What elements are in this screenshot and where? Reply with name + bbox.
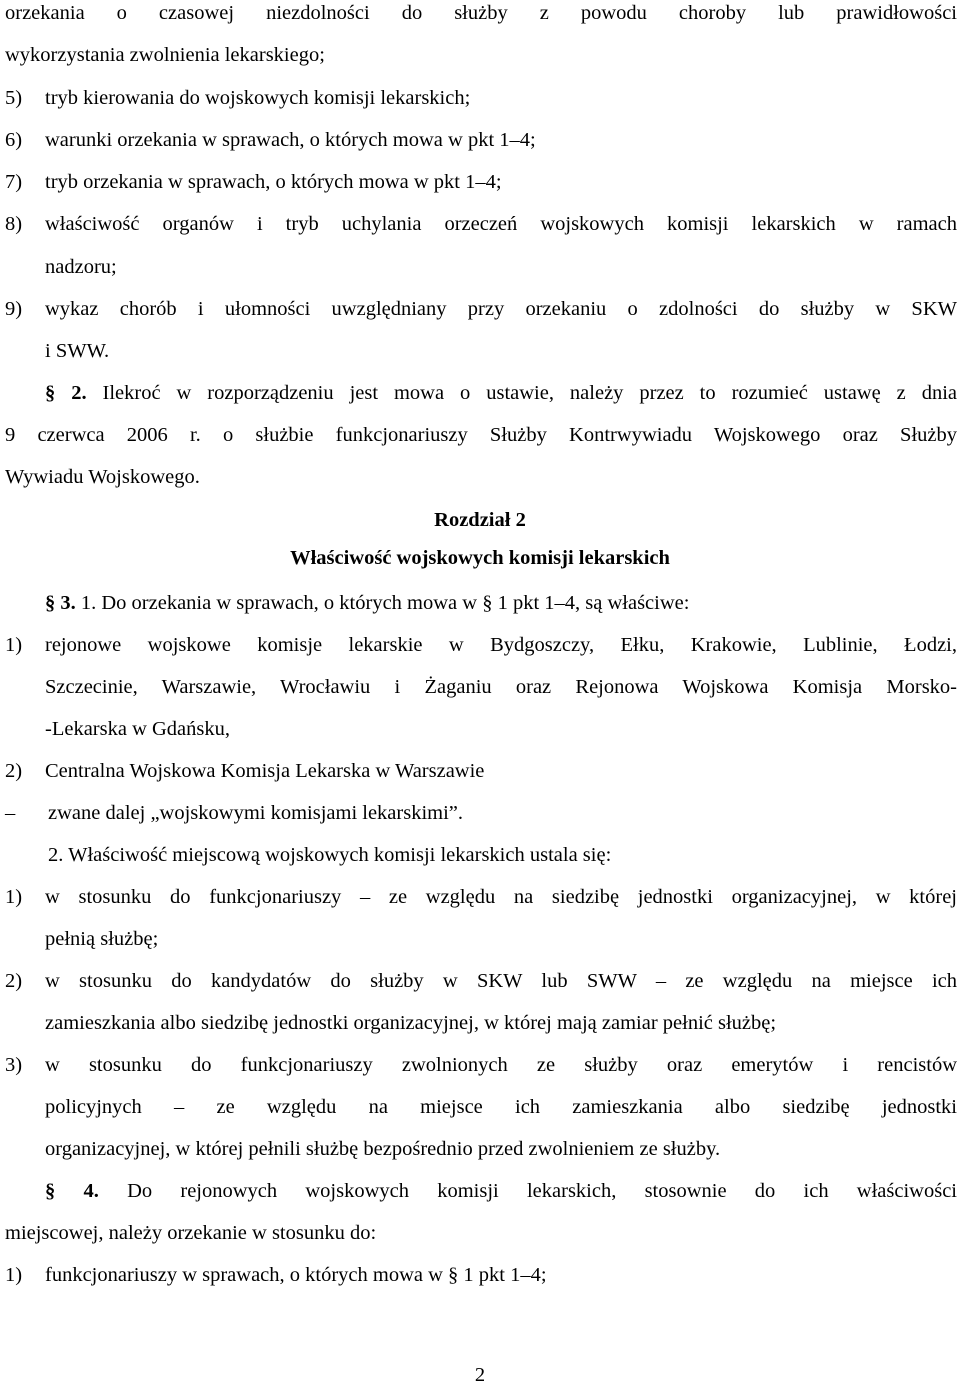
paragraph-mark: § 3.: [45, 592, 76, 614]
list-item-number: 1): [5, 1264, 23, 1286]
paragraph-text: Do rejonowych wojskowych komisji lekarskich, stosownie do ich właściwości: [127, 1180, 957, 1202]
list-item: rejonowe wojskowe komisje lekarskie w Bydgoszczy, Ełku, Krakowie, Lublinie, Łodzi,: [45, 634, 957, 656]
list-item-continuation: Szczecinie, Warszawie, Wrocławiu i Żaganiu oraz Rejonowa Wojskowa Komisja Morsko-: [45, 676, 957, 698]
list-item: w stosunku do kandydatów do służby w SKW lub SWW – ze względu na miejsce ich: [45, 970, 957, 992]
list-item-number: 3): [5, 1054, 23, 1076]
list-item: tryb kierowania do wojskowych komisji lekarskich;: [45, 87, 471, 109]
list-item: w stosunku do funkcjonariuszy zwolnionych ze służby oraz emerytów i rencistów: [45, 1054, 957, 1076]
list-item: w stosunku do funkcjonariuszy – ze względu na siedzibę jednostki organizacyjnej, w której: [45, 886, 957, 908]
paragraph-3-subsection-2: 2. Właściwość miejscową wojskowych komisji lekarskich ustala się:: [48, 844, 612, 866]
continuation-line-1: orzekania o czasowej niezdolności do służby z powodu choroby lub prawidłowości: [5, 2, 957, 24]
continuation-line-2: wykorzystania zwolnienia lekarskiego;: [5, 44, 325, 66]
list-item-continuation: organizacyjnej, w której pełnili służbę bezpośrednio przed zwolnieniem ze służby.: [45, 1138, 721, 1160]
paragraph-text: Ilekroć w rozporządzeniu jest mowa o ustawie, należy przez to rozumieć ustawę z dnia: [102, 382, 958, 404]
page-number: 2: [474, 1364, 486, 1386]
list-item-number: 5): [5, 87, 23, 109]
paragraph-3-lead: [45, 590, 689, 616]
list-item-number: 1): [5, 886, 23, 908]
paragraph-text: 1. Do orzekania w sprawach, o których mowa w § 1 pkt 1–4, są właściwe:: [80, 592, 690, 614]
list-item: tryb orzekania w sprawach, o których mowa w pkt 1–4;: [45, 171, 502, 193]
list-item-continuation: i SWW.: [45, 340, 110, 362]
list-item-continuation: policyjnych – ze względu na miejsce ich zamieszkania albo siedzibę jednostki: [45, 1096, 957, 1118]
list-item-number: 8): [5, 213, 23, 235]
paragraph-4-line-1: [45, 1178, 957, 1204]
list-item-number: 7): [5, 171, 23, 193]
list-item-number: 1): [5, 634, 23, 656]
list-item: Centralna Wojskowa Komisja Lekarska w Warszawie: [45, 760, 485, 782]
paragraph-mark: § 4.: [45, 1180, 99, 1202]
paragraph-4-line-2: miejscowej, należy orzekanie w stosunku do:: [5, 1222, 377, 1244]
list-item-number: 9): [5, 298, 23, 320]
paragraph-2-line-1: [45, 380, 957, 406]
naming-clause: zwane dalej „wojskowymi komisjami lekarskimi”.: [48, 802, 464, 824]
list-item-number: 6): [5, 129, 23, 151]
list-item: właściwość organów i tryb uchylania orzeczeń wojskowych komisji lekarskich w ramach: [45, 213, 957, 235]
list-item-number: 2): [5, 970, 23, 992]
list-item-continuation: nadzoru;: [45, 256, 117, 278]
dash-mark: –: [5, 802, 16, 824]
list-item: funkcjonariuszy w sprawach, o których mowa w § 1 pkt 1–4;: [45, 1264, 547, 1286]
list-item-number: 2): [5, 760, 23, 782]
list-item-continuation: zamieszkania albo siedzibę jednostki organizacyjnej, w której mają zamiar pełnić służbę;: [45, 1012, 777, 1034]
list-item: wykaz chorób i ułomności uwzględniany przy orzekaniu o zdolności do służby w SKW: [45, 298, 957, 320]
chapter-number: Rozdział 2: [434, 509, 526, 531]
paragraph-2-line-2: 9 czerwca 2006 r. o służbie funkcjonariuszy Służby Kontrwywiadu Wojskowego oraz Służby: [5, 424, 957, 446]
paragraph-2-line-3: Wywiadu Wojskowego.: [5, 466, 200, 488]
list-item-continuation: -Lekarska w Gdańsku,: [45, 718, 231, 740]
list-item: warunki orzekania w sprawach, o których mowa w pkt 1–4;: [45, 129, 536, 151]
list-item-continuation: pełnią służbę;: [45, 928, 159, 950]
chapter-title: Właściwość wojskowych komisji lekarskich: [290, 547, 670, 569]
paragraph-mark: § 2.: [45, 382, 87, 404]
